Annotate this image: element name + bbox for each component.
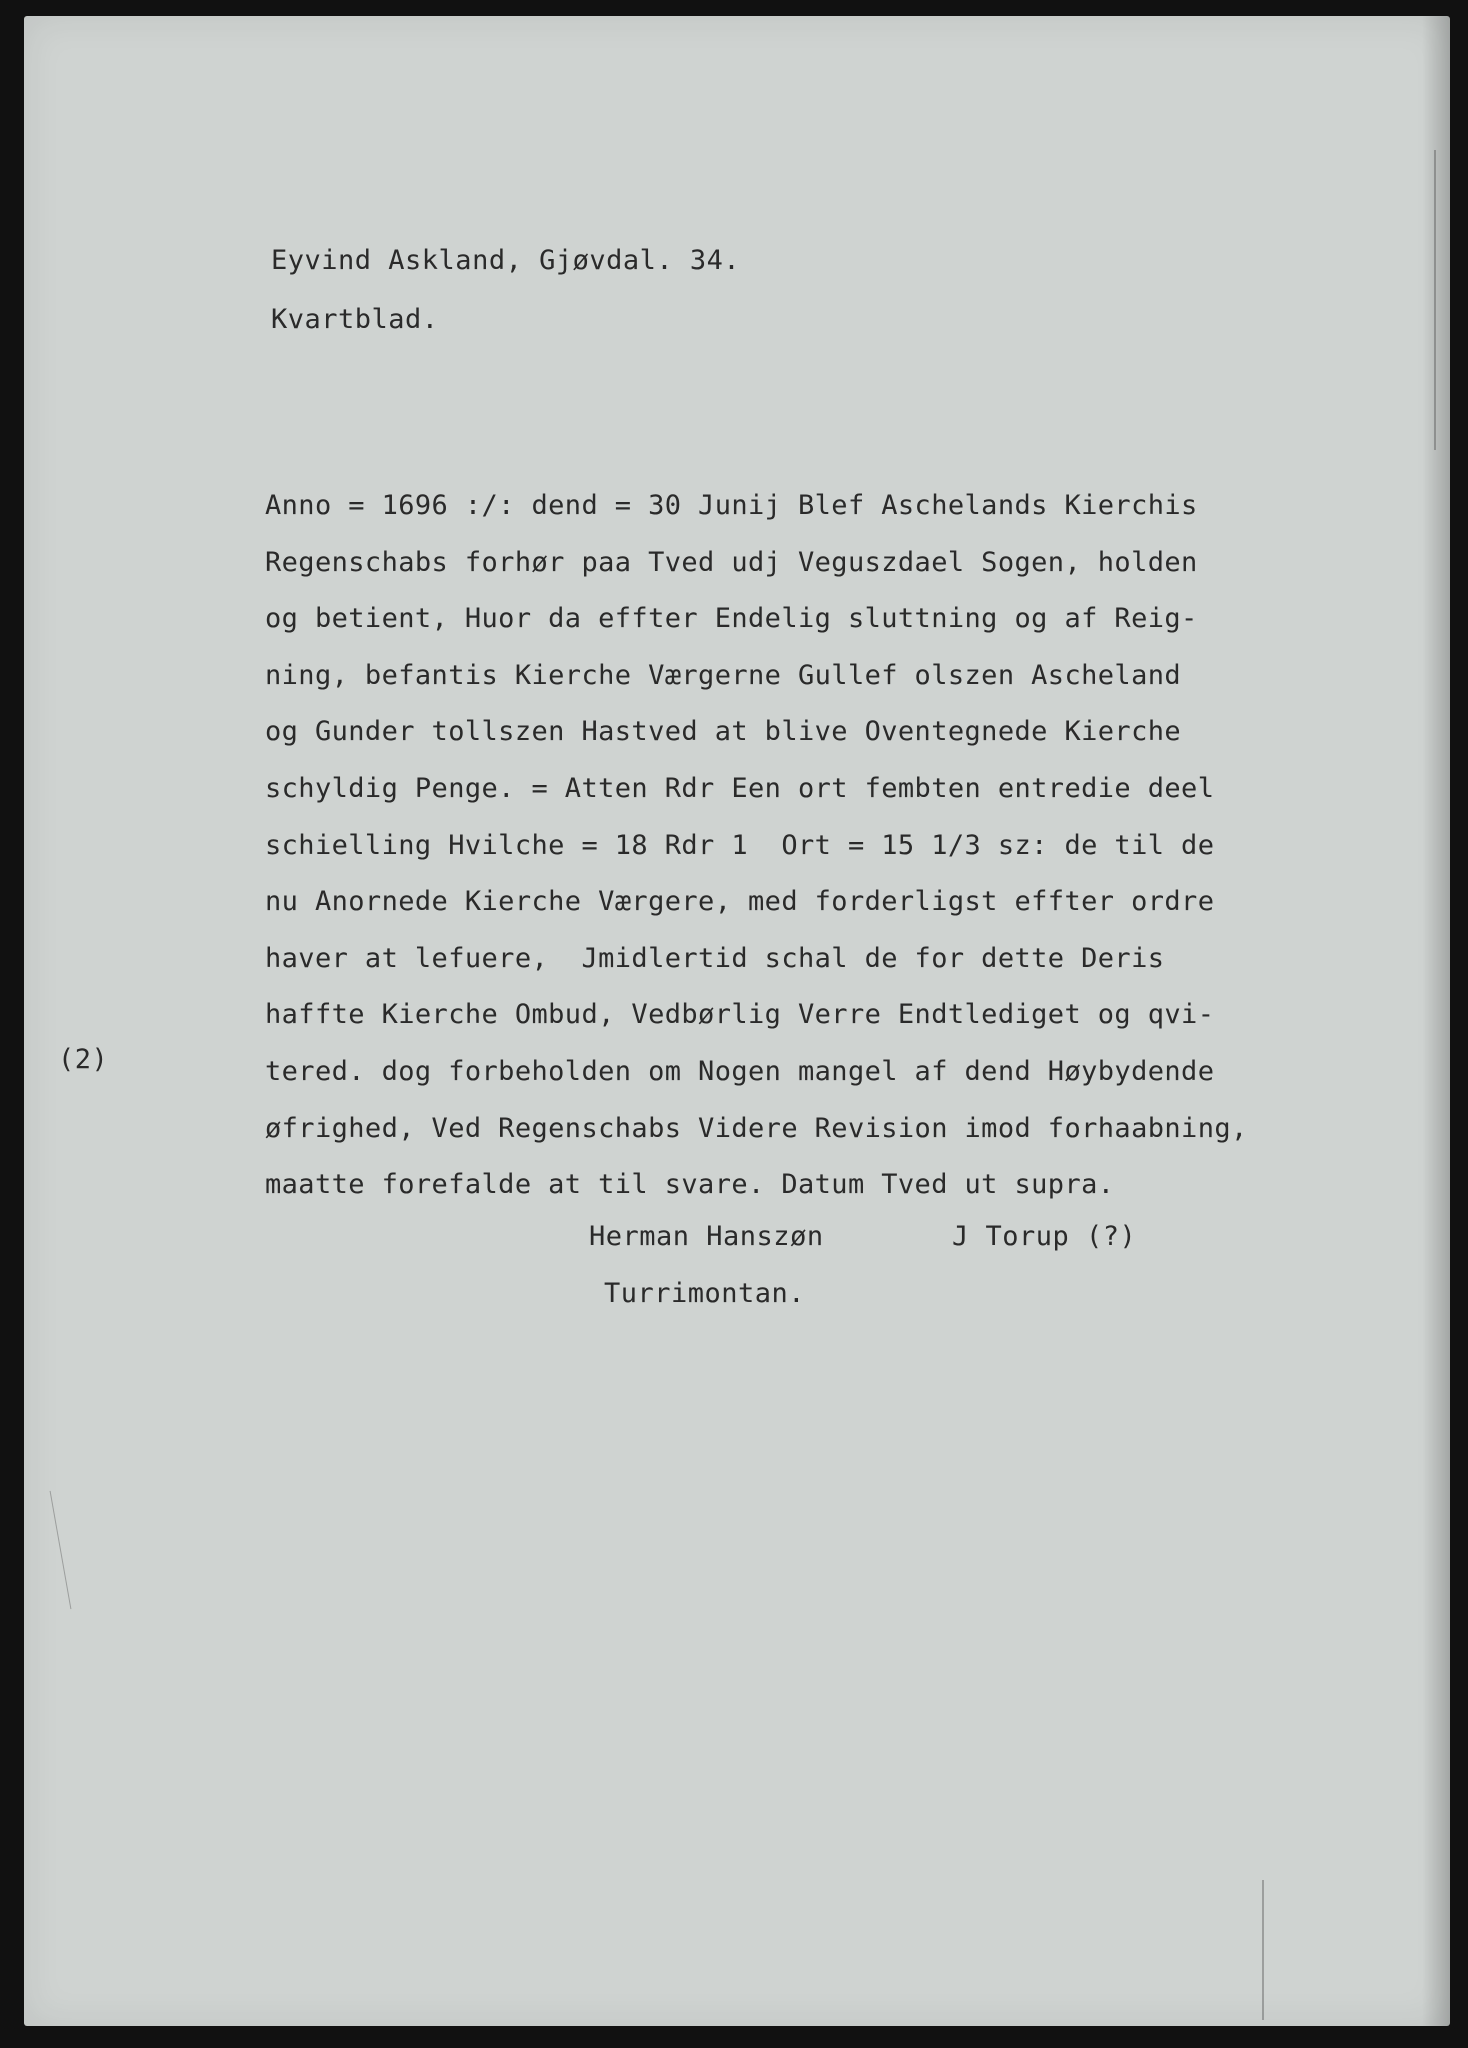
body-line: øfrighed, Ved Regenschabs Videre Revision imod forhaabning, bbox=[265, 1112, 1248, 1144]
signature-name-left: Herman Hanszøn bbox=[589, 1221, 824, 1252]
body-line: og betient, Huor da effter Endelig sluttning og af Reig- bbox=[265, 603, 1198, 635]
page-scratch-mark bbox=[1434, 150, 1436, 450]
page-edge-shadow bbox=[1422, 16, 1450, 2026]
body-line: Regenschabs forhør paa Tved udj Veguszdael Sogen, holden bbox=[265, 546, 1198, 578]
signature-name-right: J Torup (?) bbox=[952, 1221, 1137, 1252]
signature-title: Turrimontan. bbox=[604, 1278, 806, 1309]
body-line: Anno = 1696 :/: dend = 30 Junij Blef Aschelands Kierchis bbox=[265, 490, 1198, 521]
body-line: ning, befantis Kierche Værgerne Gullef olszen Ascheland bbox=[265, 659, 1182, 691]
body-line: nu Anornede Kierche Værgere, med forderligst effter ordre bbox=[265, 886, 1215, 918]
document-heading: Eyvind Askland, Gjøvdal. 34. bbox=[271, 245, 741, 276]
body-line: haffte Kierche Ombud, Vedbørlig Verre Endtlediget og qvi- bbox=[265, 999, 1215, 1031]
body-line: schielling Hvilche = 18 Rdr 1 Ort = 15 1/3 sz: de til de bbox=[265, 829, 1215, 861]
body-line: tered. dog forbeholden om Nogen mangel af dend Høybydende bbox=[265, 1055, 1215, 1087]
body-line: maatte forefalde at til svare. Datum Tved ut supra. bbox=[265, 1169, 1115, 1201]
page-scratch-mark bbox=[1262, 1880, 1264, 2020]
body-paragraph bbox=[265, 478, 1248, 1214]
body-line: og Gunder tollszen Hastved at blive Oventegnede Kierche bbox=[265, 716, 1182, 748]
body-line: haver at lefuere, Jmidlertid schal de for dette Deris bbox=[265, 942, 1165, 974]
margin-page-number: (2) bbox=[58, 1044, 109, 1075]
document-subheading: Kvartblad. bbox=[271, 304, 439, 335]
body-line: schyldig Penge. = Atten Rdr Een ort fembten entredie deel bbox=[265, 772, 1215, 804]
